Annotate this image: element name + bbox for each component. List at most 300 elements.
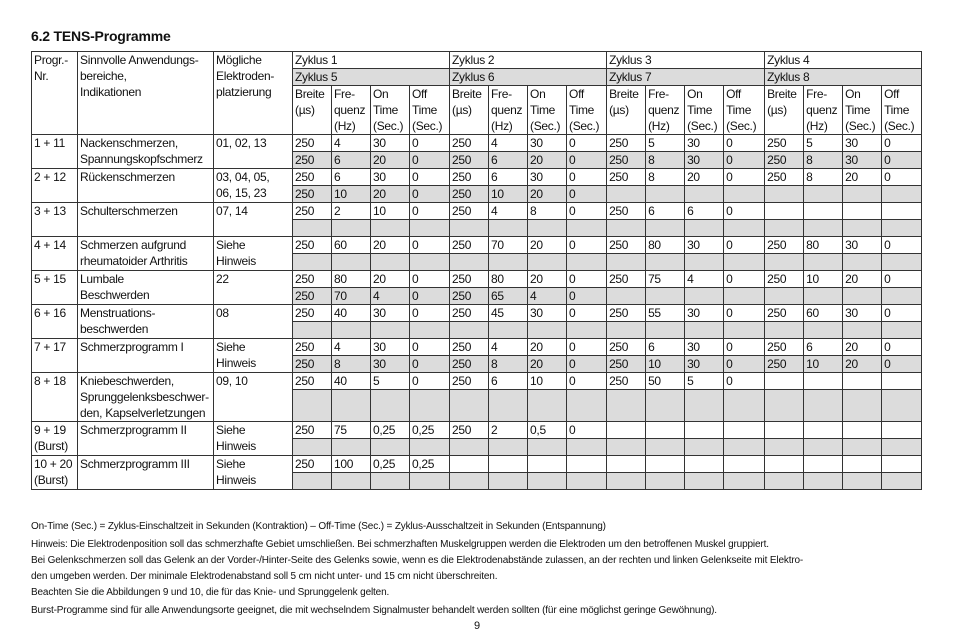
value-cell: 0 (410, 373, 450, 390)
value-cell: 0,25 (371, 456, 410, 473)
value-cell (804, 422, 843, 439)
value-cell: 5 (804, 135, 843, 152)
value-cell-alt (646, 390, 685, 422)
value-cell-alt (685, 322, 724, 339)
value-cell: 30 (528, 135, 567, 152)
header-indication: Sinnvolle Anwendungs- bereiche, Indikationen (78, 52, 214, 135)
value-cell: 30 (685, 237, 724, 254)
value-cell-alt (843, 322, 882, 339)
value-cell: 30 (371, 169, 410, 186)
program-number: 5 + 15 (32, 271, 78, 305)
value-cell: 6 (804, 339, 843, 356)
value-cell-alt (528, 473, 567, 490)
value-cell: 250 (765, 271, 804, 288)
value-cell: 0 (410, 169, 450, 186)
value-cell (843, 203, 882, 220)
value-cell: 5 (646, 135, 685, 152)
value-cell: 6 (332, 169, 371, 186)
value-cell-alt (528, 439, 567, 456)
value-cell: 6 (685, 203, 724, 220)
value-cell: 250 (293, 422, 332, 439)
value-cell: 100 (332, 456, 371, 473)
program-indication: Schmerzen aufgrund rheumatoider Arthritis (78, 237, 214, 271)
value-cell: 250 (293, 203, 332, 220)
value-cell-alt (724, 254, 765, 271)
value-cell: 0 (882, 339, 922, 356)
value-cell-alt (293, 322, 332, 339)
header-param: Breite (µs) (765, 86, 804, 135)
value-cell-alt (843, 186, 882, 203)
value-cell-alt: 10 (804, 356, 843, 373)
header-param: Off Time (Sec.) (410, 86, 450, 135)
value-cell-alt: 6 (332, 152, 371, 169)
value-cell: 4 (489, 135, 528, 152)
value-cell: 250 (607, 339, 646, 356)
value-cell: 0 (882, 237, 922, 254)
value-cell-alt (646, 186, 685, 203)
value-cell-alt: 0 (567, 152, 607, 169)
value-cell: 4 (685, 271, 724, 288)
header-param: Breite (µs) (607, 86, 646, 135)
table-row (32, 203, 922, 220)
value-cell: 20 (528, 237, 567, 254)
value-cell: 0,25 (410, 422, 450, 439)
value-cell-alt: 250 (607, 152, 646, 169)
program-electrodes: 09, 10 (214, 373, 293, 422)
value-cell-alt (646, 220, 685, 237)
value-cell: 20 (371, 237, 410, 254)
program-number: 7 + 17 (32, 339, 78, 373)
value-cell-alt (410, 390, 450, 422)
value-cell: 0 (567, 169, 607, 186)
table-row (32, 169, 922, 186)
header-param: Breite (µs) (450, 86, 489, 135)
value-cell-alt: 30 (685, 356, 724, 373)
program-indication: Rückenschmerzen (78, 169, 214, 203)
value-cell: 250 (765, 305, 804, 322)
header-param: On Time (Sec.) (528, 86, 567, 135)
value-cell-alt: 250 (293, 356, 332, 373)
value-cell-alt (293, 390, 332, 422)
value-cell-alt (332, 254, 371, 271)
header-cycle-bottom-3: Zyklus 7 (607, 69, 765, 86)
value-cell-alt: 250 (450, 186, 489, 203)
value-cell (450, 456, 489, 473)
value-cell-alt (685, 439, 724, 456)
program-indication: Schmerzprogramm I (78, 339, 214, 373)
value-cell (489, 456, 528, 473)
program-indication: Lumbale Beschwerden (78, 271, 214, 305)
value-cell-alt (685, 220, 724, 237)
value-cell-alt (410, 220, 450, 237)
value-cell-alt (607, 254, 646, 271)
value-cell-alt: 250 (293, 288, 332, 305)
value-cell: 0 (567, 237, 607, 254)
value-cell: 250 (607, 135, 646, 152)
program-number: 4 + 14 (32, 237, 78, 271)
notes-block (31, 518, 926, 619)
value-cell: 0,25 (410, 456, 450, 473)
value-cell-alt: 4 (528, 288, 567, 305)
value-cell-alt (450, 473, 489, 490)
value-cell-alt (685, 288, 724, 305)
value-cell: 250 (293, 305, 332, 322)
value-cell-alt (450, 322, 489, 339)
value-cell-alt (765, 288, 804, 305)
value-cell-alt (685, 390, 724, 422)
value-cell-alt (567, 322, 607, 339)
value-cell-alt (450, 390, 489, 422)
value-cell-alt (489, 220, 528, 237)
value-cell (646, 456, 685, 473)
value-cell-alt (646, 288, 685, 305)
header-param: Fre- quenz (Hz) (646, 86, 685, 135)
value-cell: 0,25 (371, 422, 410, 439)
header-param: On Time (Sec.) (685, 86, 724, 135)
value-cell: 80 (804, 237, 843, 254)
value-cell-alt (332, 473, 371, 490)
value-cell-alt (804, 220, 843, 237)
value-cell: 30 (528, 169, 567, 186)
value-cell-alt: 0 (410, 152, 450, 169)
value-cell: 4 (332, 339, 371, 356)
value-cell: 6 (489, 373, 528, 390)
value-cell (843, 456, 882, 473)
value-cell (804, 373, 843, 390)
value-cell: 250 (607, 169, 646, 186)
value-cell: 0 (724, 339, 765, 356)
program-electrodes: Siehe Hinweis (214, 456, 293, 490)
value-cell (765, 373, 804, 390)
program-electrodes: 07, 14 (214, 203, 293, 237)
value-cell: 30 (843, 135, 882, 152)
value-cell: 0 (724, 373, 765, 390)
value-cell-alt: 8 (804, 152, 843, 169)
value-cell: 0 (567, 339, 607, 356)
program-electrodes: 08 (214, 305, 293, 339)
value-cell-alt (724, 220, 765, 237)
value-cell-alt: 6 (489, 152, 528, 169)
header-param: Fre- quenz (Hz) (332, 86, 371, 135)
value-cell: 4 (489, 203, 528, 220)
program-electrodes: 22 (214, 271, 293, 305)
value-cell-alt (843, 220, 882, 237)
value-cell: 20 (528, 339, 567, 356)
value-cell: 250 (765, 237, 804, 254)
value-cell-alt (567, 439, 607, 456)
value-cell-alt: 30 (685, 152, 724, 169)
value-cell-alt: 250 (450, 288, 489, 305)
value-cell: 0 (882, 305, 922, 322)
value-cell: 0 (882, 169, 922, 186)
value-cell: 80 (332, 271, 371, 288)
value-cell: 250 (293, 169, 332, 186)
value-cell-alt (410, 254, 450, 271)
program-number: 9 + 19 (Burst) (32, 422, 78, 456)
value-cell-alt (371, 220, 410, 237)
value-cell-alt (489, 439, 528, 456)
value-cell-alt: 0 (410, 288, 450, 305)
value-cell: 250 (607, 237, 646, 254)
value-cell-alt (293, 473, 332, 490)
value-cell: 30 (843, 305, 882, 322)
hint-note-2a: Bei Gelenkschmerzen soll das Gelenk an der Vorder-/Hinter-Seite des Gelenks sowie, wenn es die Elektrodenabstände zulassen, an der rechten und linken Gelenkseite mit Elektro- (31, 555, 804, 566)
value-cell: 0 (567, 135, 607, 152)
value-cell-alt (332, 220, 371, 237)
value-cell: 20 (843, 169, 882, 186)
value-cell: 5 (685, 373, 724, 390)
value-cell-alt (293, 439, 332, 456)
value-cell: 30 (371, 305, 410, 322)
value-cell-alt (371, 390, 410, 422)
value-cell: 250 (450, 373, 489, 390)
value-cell: 250 (607, 271, 646, 288)
legend-note: On-Time (Sec.) = Zyklus-Einschaltzeit in Sekunden (Kontraktion) – Off-Time (Sec.) = Zyklus-Ausschaltzeit in Sekunden (Entspannung) (31, 521, 606, 532)
value-cell-alt (843, 288, 882, 305)
value-cell-alt (882, 186, 922, 203)
value-cell (685, 456, 724, 473)
value-cell-alt (410, 439, 450, 456)
value-cell-alt: 250 (450, 152, 489, 169)
value-cell-alt (765, 390, 804, 422)
value-cell-alt (646, 473, 685, 490)
value-cell-alt (450, 254, 489, 271)
value-cell-alt: 20 (371, 152, 410, 169)
value-cell: 45 (489, 305, 528, 322)
value-cell: 10 (804, 271, 843, 288)
value-cell-alt (332, 322, 371, 339)
value-cell-alt (567, 473, 607, 490)
value-cell: 250 (293, 135, 332, 152)
value-cell-alt (607, 220, 646, 237)
value-cell (882, 203, 922, 220)
value-cell-alt (371, 254, 410, 271)
value-cell: 0 (724, 203, 765, 220)
header-param: Fre- quenz (Hz) (489, 86, 528, 135)
value-cell-alt: 20 (528, 356, 567, 373)
program-electrodes: 01, 02, 13 (214, 135, 293, 169)
value-cell (646, 422, 685, 439)
value-cell-alt (567, 390, 607, 422)
program-indication: Schulterschmerzen (78, 203, 214, 237)
value-cell: 20 (843, 339, 882, 356)
value-cell: 60 (332, 237, 371, 254)
program-indication: Schmerzprogramm III (78, 456, 214, 490)
value-cell: 250 (293, 339, 332, 356)
header-electrodes: Mögliche Elektroden- platzierung (214, 52, 293, 135)
value-cell-alt (882, 220, 922, 237)
value-cell: 250 (765, 169, 804, 186)
value-cell: 50 (646, 373, 685, 390)
value-cell: 0 (724, 169, 765, 186)
header-param: Fre- quenz (Hz) (804, 86, 843, 135)
value-cell-alt: 20 (528, 152, 567, 169)
value-cell: 20 (685, 169, 724, 186)
value-cell (528, 456, 567, 473)
value-cell: 55 (646, 305, 685, 322)
value-cell-alt: 4 (371, 288, 410, 305)
program-indication: Schmerzprogramm II (78, 422, 214, 456)
value-cell-alt (685, 473, 724, 490)
value-cell-alt (882, 254, 922, 271)
value-cell-alt: 20 (371, 186, 410, 203)
value-cell (843, 422, 882, 439)
value-cell: 250 (765, 339, 804, 356)
value-cell: 8 (528, 203, 567, 220)
value-cell (607, 422, 646, 439)
value-cell-alt: 30 (843, 152, 882, 169)
value-cell: 70 (489, 237, 528, 254)
value-cell-alt: 10 (646, 356, 685, 373)
value-cell (882, 456, 922, 473)
value-cell: 0 (410, 237, 450, 254)
value-cell: 250 (293, 271, 332, 288)
value-cell: 0,5 (528, 422, 567, 439)
value-cell-alt: 0 (567, 288, 607, 305)
value-cell: 0 (724, 305, 765, 322)
value-cell: 0 (567, 305, 607, 322)
value-cell-alt (765, 220, 804, 237)
value-cell: 30 (843, 237, 882, 254)
value-cell-alt (724, 439, 765, 456)
value-cell: 250 (450, 203, 489, 220)
value-cell-alt (332, 439, 371, 456)
value-cell-alt (685, 186, 724, 203)
value-cell-alt (765, 186, 804, 203)
value-cell: 0 (724, 237, 765, 254)
value-cell-alt (646, 439, 685, 456)
header-cycle-top-2: Zyklus 2 (450, 52, 607, 69)
hint-note-3: Beachten Sie die Abbildungen 9 und 10, die für das Knie- und Sprunggelenk gelten. (31, 587, 390, 598)
value-cell-alt (607, 186, 646, 203)
value-cell: 0 (410, 135, 450, 152)
value-cell: 0 (410, 305, 450, 322)
program-indication: Kniebeschwerden, Sprunggelenksbeschwer- den, Kapselverletzungen (78, 373, 214, 422)
table-row (32, 135, 922, 152)
value-cell-alt: 10 (489, 186, 528, 203)
page-number: 9 (473, 620, 481, 632)
value-cell: 0 (724, 271, 765, 288)
value-cell-alt (724, 186, 765, 203)
value-cell-alt: 8 (332, 356, 371, 373)
value-cell-alt (607, 439, 646, 456)
value-cell-alt (646, 322, 685, 339)
value-cell-alt: 250 (450, 356, 489, 373)
value-cell: 0 (410, 339, 450, 356)
value-cell-alt: 250 (293, 186, 332, 203)
table-row (32, 373, 922, 390)
value-cell: 250 (293, 456, 332, 473)
hint-note-1: Hinweis: Die Elektrodenposition soll das schmerzhafte Gebiet umschließen. Bei schmerzhaften Muskelgruppen werden die Elektroden um den betroffenen Muskel gruppiert. (31, 539, 769, 550)
header-cycle-top-1: Zyklus 1 (293, 52, 450, 69)
value-cell: 6 (646, 203, 685, 220)
value-cell: 250 (450, 339, 489, 356)
value-cell: 6 (489, 169, 528, 186)
value-cell: 250 (450, 135, 489, 152)
value-cell-alt (804, 439, 843, 456)
value-cell: 0 (882, 271, 922, 288)
program-number: 3 + 13 (32, 203, 78, 237)
value-cell-alt: 8 (489, 356, 528, 373)
value-cell: 30 (685, 339, 724, 356)
value-cell: 2 (489, 422, 528, 439)
header-cycle-bottom-1: Zyklus 5 (293, 69, 450, 86)
value-cell (843, 373, 882, 390)
value-cell-alt: 0 (567, 186, 607, 203)
value-cell (882, 373, 922, 390)
value-cell: 250 (450, 169, 489, 186)
value-cell-alt (765, 439, 804, 456)
value-cell-alt: 0 (882, 152, 922, 169)
header-row-cycles-top (32, 52, 922, 69)
value-cell-alt (489, 322, 528, 339)
program-indication: Nackenschmerzen, Spannungskopfschmerz (78, 135, 214, 169)
value-cell-alt (804, 390, 843, 422)
header-cycle-top-3: Zyklus 3 (607, 52, 765, 69)
value-cell-alt (843, 254, 882, 271)
value-cell (765, 456, 804, 473)
value-cell-alt: 0 (882, 356, 922, 373)
value-cell-alt: 0 (567, 356, 607, 373)
value-cell-alt (724, 473, 765, 490)
value-cell-alt (724, 288, 765, 305)
table-row (32, 456, 922, 473)
value-cell-alt: 250 (607, 356, 646, 373)
value-cell: 250 (607, 373, 646, 390)
value-cell: 10 (528, 373, 567, 390)
header-param: On Time (Sec.) (371, 86, 410, 135)
value-cell: 0 (567, 373, 607, 390)
program-number: 10 + 20 (Burst) (32, 456, 78, 490)
table-row (32, 237, 922, 254)
value-cell-alt (882, 288, 922, 305)
value-cell-alt: 70 (332, 288, 371, 305)
header-param: Off Time (Sec.) (567, 86, 607, 135)
value-cell: 4 (489, 339, 528, 356)
value-cell-alt (804, 288, 843, 305)
value-cell-alt (489, 473, 528, 490)
value-cell: 40 (332, 373, 371, 390)
value-cell-alt (293, 220, 332, 237)
value-cell: 0 (567, 271, 607, 288)
value-cell-alt (724, 322, 765, 339)
value-cell: 30 (371, 339, 410, 356)
value-cell-alt (607, 288, 646, 305)
value-cell: 250 (607, 203, 646, 220)
value-cell: 20 (528, 271, 567, 288)
program-electrodes: 03, 04, 05, 06, 15, 23 (214, 169, 293, 203)
value-cell-alt: 0 (724, 356, 765, 373)
value-cell-alt: 65 (489, 288, 528, 305)
value-cell-alt (410, 322, 450, 339)
value-cell-alt (293, 254, 332, 271)
value-cell-alt (450, 220, 489, 237)
header-cycle-top-4: Zyklus 4 (765, 52, 922, 69)
value-cell: 250 (450, 422, 489, 439)
hint-note-2b: den umgeben werden. Der minimale Elektrodenabstand soll 5 cm nicht unter- und 15 cm nicht überschreiten. (31, 571, 498, 582)
value-cell: 20 (371, 271, 410, 288)
value-cell-alt (843, 390, 882, 422)
value-cell (882, 422, 922, 439)
value-cell-alt (528, 254, 567, 271)
table-row (32, 271, 922, 288)
value-cell-alt: 0 (410, 186, 450, 203)
value-cell: 4 (332, 135, 371, 152)
program-indication: Menstruations- beschwerden (78, 305, 214, 339)
value-cell: 8 (646, 169, 685, 186)
header-param: Off Time (Sec.) (724, 86, 765, 135)
value-cell: 30 (685, 305, 724, 322)
